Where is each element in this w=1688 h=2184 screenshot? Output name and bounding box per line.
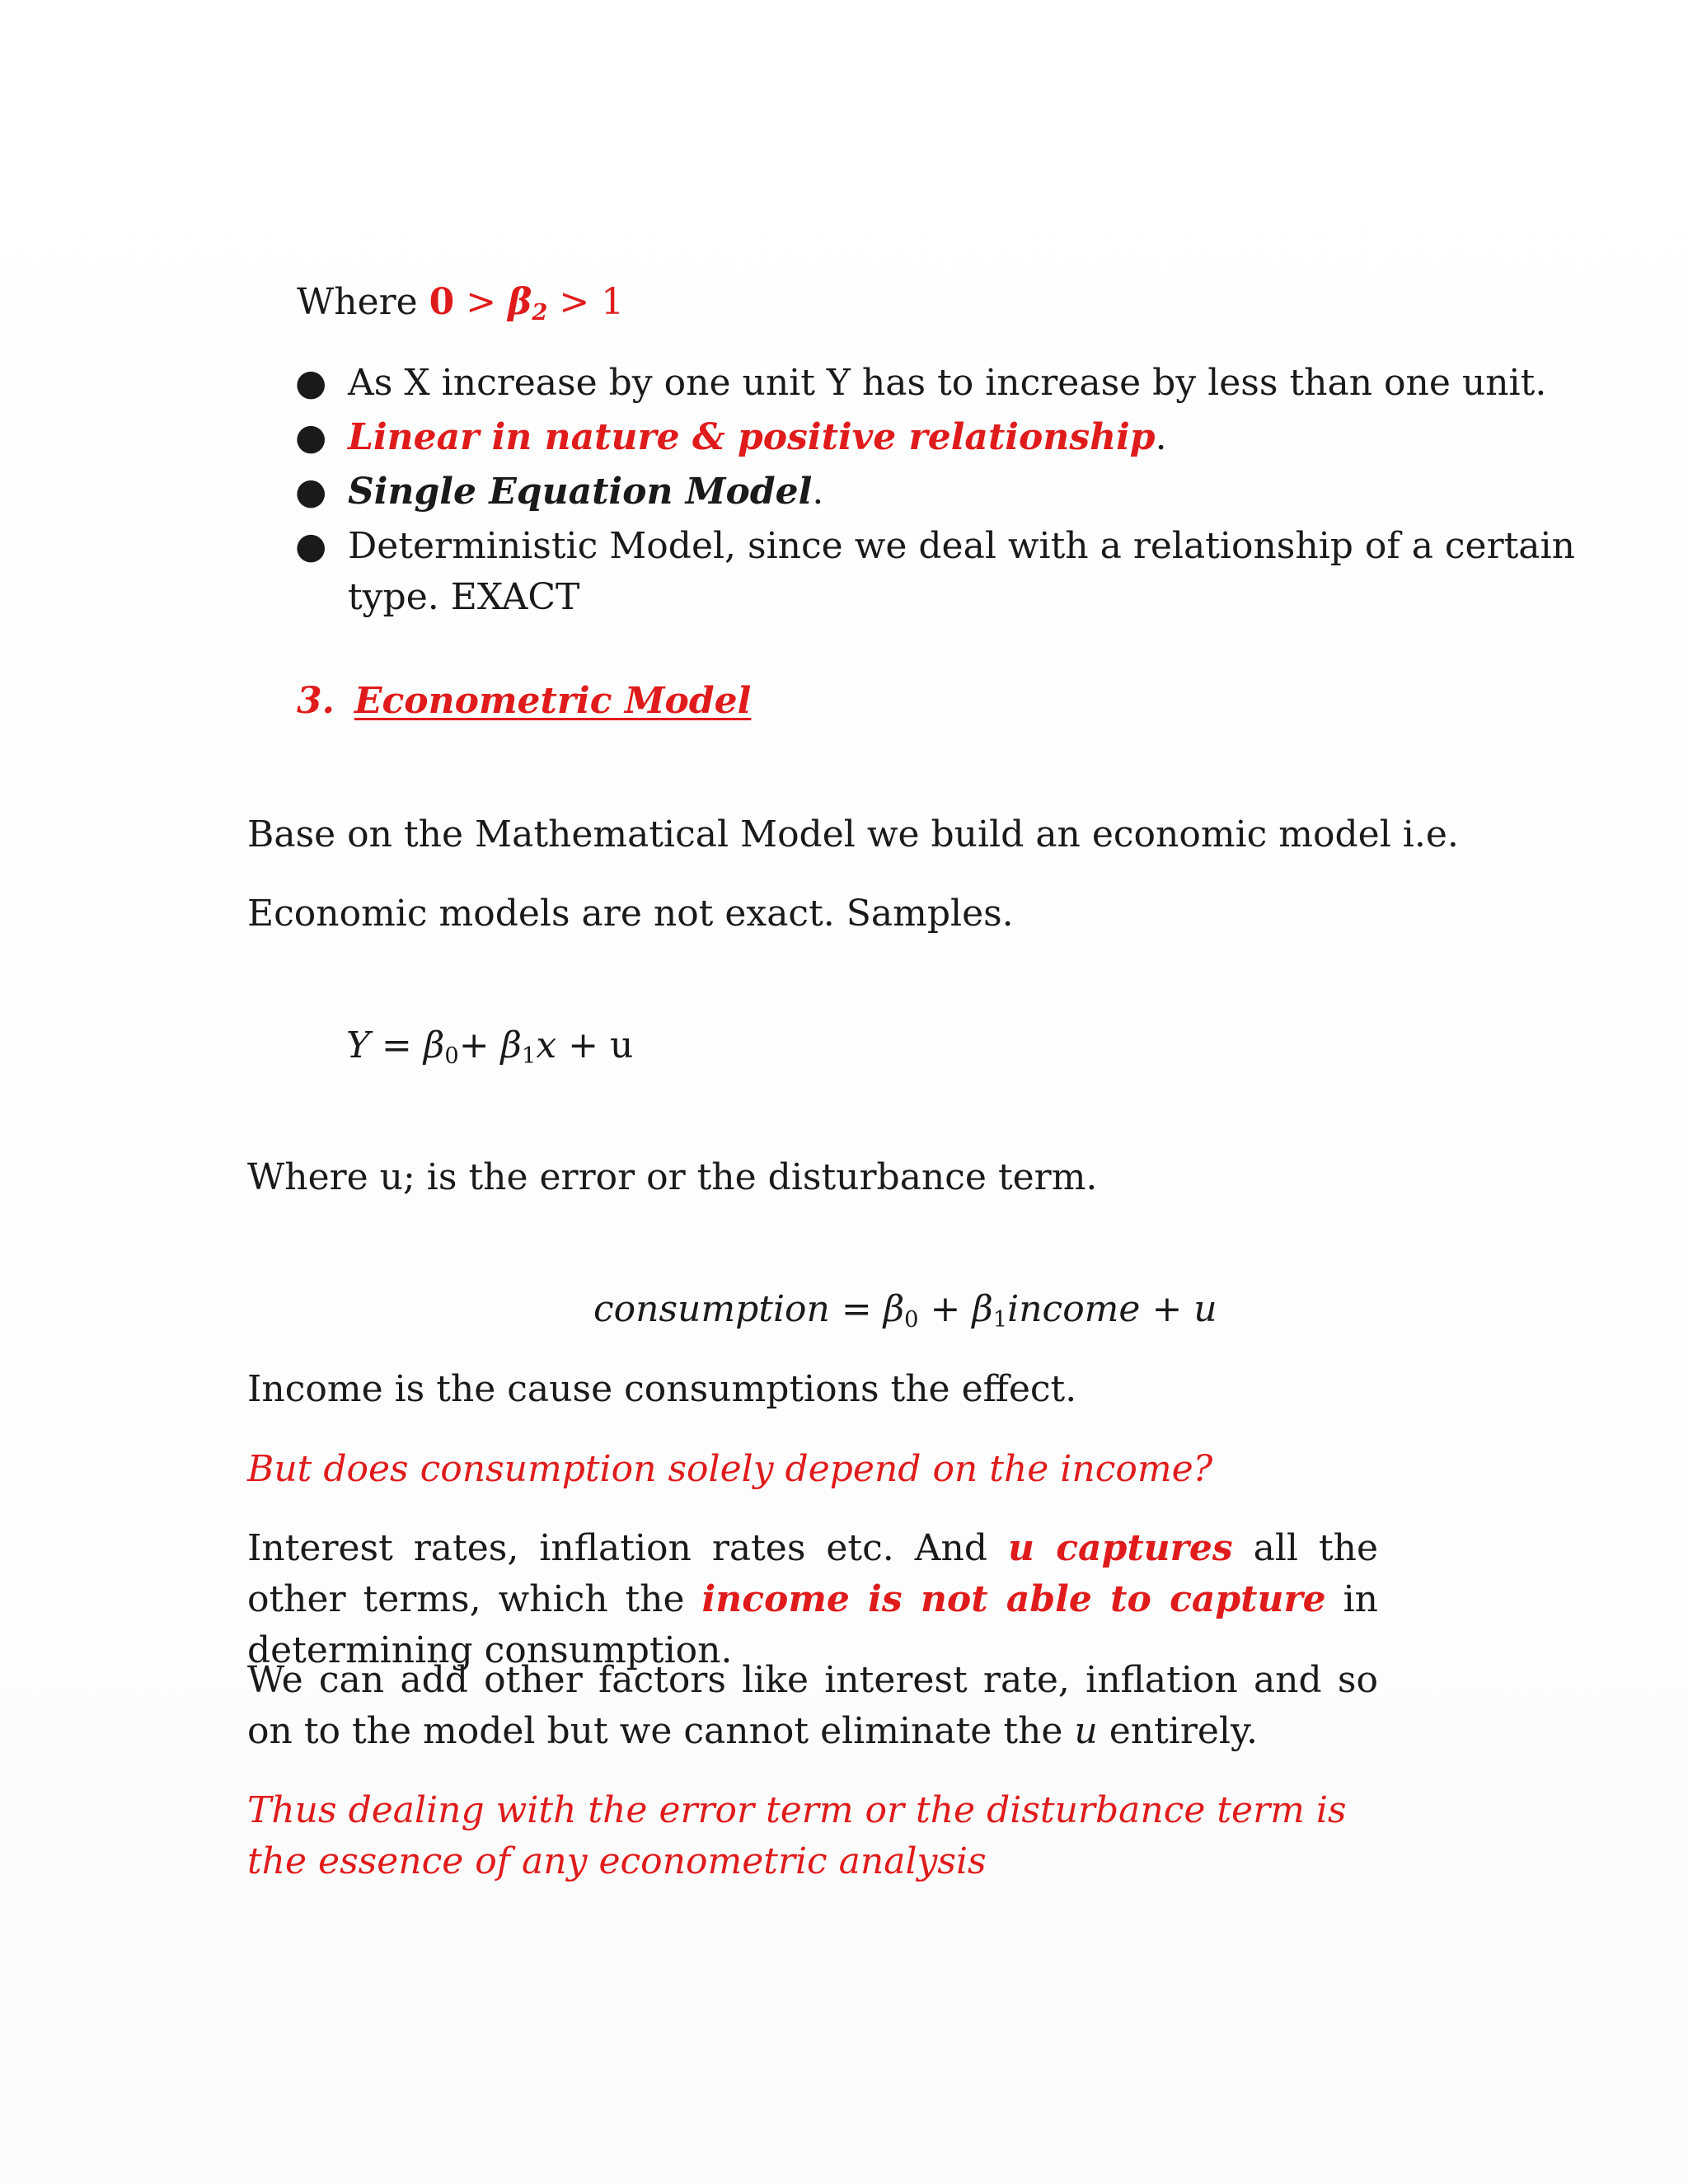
bullet-icon: ● [295,416,327,458]
bullet-item-3: Single Equation Model. [348,471,824,513]
paragraph-2: Economic models are not exact. Samples. [247,893,1014,935]
section-heading [297,676,751,727]
paragraph-6: Interest rates, inflation rates etc. And u captures all the other terms, which the income is not able to capture in determining consumption. [247,1527,1379,1671]
paragraph-3: Where u; is the error or the disturbance term. [247,1156,1098,1198]
bullet-item-4: Deterministic Model, since we deal with a relationship of a certain [348,525,1575,567]
beta2-symbol: $\beta_2$ [508,281,548,326]
paragraph-8-conclusion: Thus dealing with the error term or the disturbance term is the essence of any econometric analysis [247,1789,1347,1882]
bullet-item-4-continued: type. EXACT [348,576,580,618]
section-title: Econometric Model [354,680,752,722]
paragraph-5-question: But does consumption solely depend on the income? [247,1448,1213,1490]
bullet-icon: ● [295,362,327,404]
zero-value: 0 [429,281,455,323]
bullet-icon: ● [295,471,327,513]
section-number: 3. [297,680,335,722]
where-condition [297,277,624,328]
paragraph-1: Base on the Mathematical Model we build an economic model i.e. [247,813,1459,855]
paragraph-7: We can add other factors like interest rate, inflation and so on to the model but we cannot eliminate the u entirely. [247,1659,1378,1752]
equation-regression: $Y = \beta_0+ \beta_1x + u$ [346,1024,634,1069]
gt-one: > 1 [547,281,625,323]
income-not-able-highlight: income is not able to capture [701,1578,1326,1620]
bullet-item-1: As X increase by one unit Y has to increase by less than one unit. [348,362,1547,404]
u-captures-highlight: u captures [1007,1527,1233,1569]
equation-consumption: consumption = $\beta_0$ + $\beta_1income + u$ [593,1288,1217,1333]
bullet-icon: ● [295,525,327,567]
paragraph-4: Income is the cause consumptions the effect. [247,1368,1077,1410]
where-label: Where [297,281,429,323]
gt-sign: > [454,281,509,323]
bullet-item-2: Linear in nature & positive relationship. [348,416,1167,458]
